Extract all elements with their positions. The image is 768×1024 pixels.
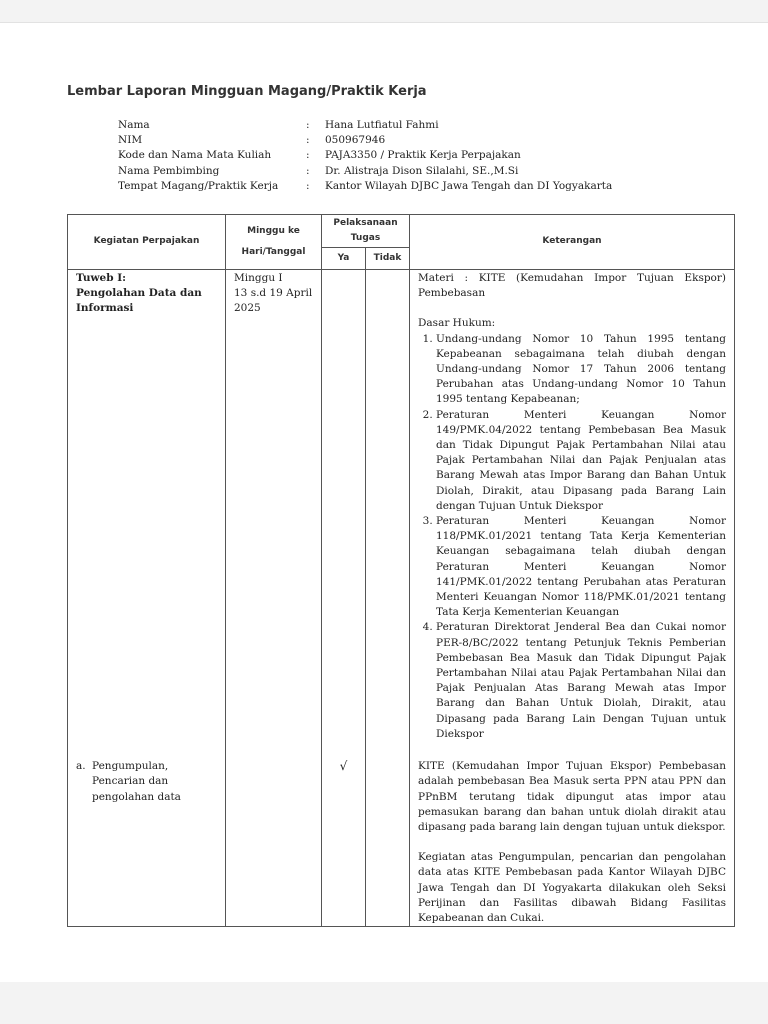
minggu-line: 2025 [234,302,261,315]
materi-text: Materi : KITE (Kemudahan Impor Tujuan Ekspor) Pembebasan [418,272,726,300]
cell-ya [322,758,366,927]
cell-keterangan [410,270,735,759]
info-separator: : [306,134,310,147]
kegiatan-line: Pengolahan Data dan [76,287,202,300]
info-separator: : [306,149,310,162]
kegiatan-line: Pencarian dan [92,775,169,788]
cell-keterangan [410,758,735,927]
checkmark-icon: √ [339,759,348,774]
report-title: Lembar Laporan Mingguan Magang/Praktik Kerja [67,84,427,99]
info-separator: : [306,119,310,131]
cell-ya [322,270,366,759]
cell-kegiatan [68,270,226,759]
header-pelaksanaan-line2: Tugas [350,233,381,243]
info-label: Tempat Magang/Praktik Kerja [118,179,279,192]
activity-table [67,214,735,927]
kegiatan-line: Informasi [76,302,134,315]
info-label: Nama [118,119,150,131]
law-item: 2. Peraturan Menteri Keuangan Nomor 149/PMK.04/2022 tentang Pembebasan Bea Masuk dan Tidak Dipungut Pajak Pertambahan Nilai atau Pajak Pertambahan Nilai dan Pajak Penjualan atas Barang Mewah atas Impor Barang dan Bahan Untuk Diolah, Dirakit, atau Dipasang pada Barang Lain dengan Tujuan Untuk Diekspor [436,408,726,514]
minggu-line: 13 s.d 19 April [234,287,313,300]
table-header-row [68,215,735,248]
info-value: Kantor Wilayah DJBC Jawa Tengah dan DI Yogyakarta [325,179,613,192]
header-minggu-line2: Hari/Tanggal [241,247,306,257]
cell-kegiatan [68,758,226,927]
cell-minggu [226,270,322,759]
header-minggu [226,215,322,270]
info-separator: : [306,164,310,177]
kegiatan-line: Tuweb I: [76,272,126,284]
keterangan-paragraph: KITE (Kemudahan Impor Tujuan Ekspor) Pembebasan adalah pembebasan Bea Masuk serta PPN atau PPN dan PPnBM terutang tidak dipungut atas impor atau pemasukan barang dan bahan untuk diolah dirakit atau dipasang pada barang lain dengan tujuan untuk diekspor. [418,760,726,833]
cell-tidak [366,270,410,759]
info-value: PAJA3350 / Praktik Kerja Perpajakan [325,149,521,162]
keterangan-paragraph: Kegiatan atas Pengumpulan, pencarian dan pengolahan data atas KITE Pembebasan pada Kantor Wilayah DJBC Jawa Tengah dan DI Yogyakarta dilakukan oleh Seksi Perijinan dan Fasilitas dibawah Bidang Fasilitas Kepabeanan dan Cukai. [418,851,726,924]
info-label: Kode dan Nama Mata Kuliah [118,149,272,162]
info-label: NIM [118,134,143,147]
info-row-nim [118,133,612,148]
info-separator: : [306,179,310,192]
dasar-hukum-heading: Dasar Hukum: [418,317,496,330]
info-row-nama [118,118,612,133]
header-tidak: Tidak [366,248,410,270]
info-row-tempat [118,179,612,194]
minggu-line: Minggu I [234,272,283,284]
header-pelaksanaan-line1: Pelaksanaan [333,217,398,228]
cell-minggu [226,758,322,927]
info-row-mata-kuliah [118,148,612,163]
header-minggu-line1: Minggu ke [247,225,300,236]
info-value: Hana Lutfiatul Fahmi [325,119,439,131]
law-item: 4. Peraturan Direktorat Jenderal Bea dan Cukai nomor PER-8/BC/2022 tentang Petunjuk Teknis Pemberian Pembebasan Bea Masuk dan Tidak Dipungut Pajak Pertambahan Nilai atau Pajak Pertambahan Nilai dan Pajak Penjualan Atas Barang Mewah atas Impor Barang dan Bahan Untuk Diolah, Dirakit, atau Dipasang pada Barang Lain Dengan Tujuan untuk Diekspor [436,620,726,742]
header-pelaksanaan [322,215,410,248]
header-keterangan: Keterangan [410,215,735,270]
header-kegiatan: Kegiatan Perpajakan [68,215,226,270]
kegiatan-line: pengolahan data [92,790,181,803]
cell-tidak [366,758,410,927]
table-row [68,270,735,759]
header-ya: Ya [322,248,366,270]
law-list [418,332,726,742]
law-item: 1. Undang-undang Nomor 10 Tahun 1995 tentang Kepabeanan sebagaimana telah diubah dengan Undang-undang Nomor 17 Tahun 2006 tentang Perubahan atas Undang-undang Nomor 10 Tahun 1995 tentang Kepabeanan; [436,332,726,408]
info-value: Dr. Alistraja Dison Silalahi, SE.,M.Si [325,164,519,177]
table-row [68,758,735,927]
info-value: 050967946 [325,134,386,147]
law-item: 3. Peraturan Menteri Keuangan Nomor 118/PMK.01/2021 tentang Tata Kerja Kementerian Keuangan sebagaimana telah diubah dengan Peraturan Menteri Keuangan Nomor 141/PMK.01/2022 tentang Perubahan atas Peraturan Menteri Keuangan Nomor 118/PMK.01/2021 tentang Tata Kerja Kementerian Keuangan [436,514,726,620]
info-label: Nama Pembimbing [118,164,220,177]
kegiatan-line: Pengumpulan, [92,760,169,773]
item-letter: a. [76,760,86,773]
info-row-pembimbing [118,164,612,179]
page-bottom-margin [0,982,768,1024]
student-info [118,118,612,194]
